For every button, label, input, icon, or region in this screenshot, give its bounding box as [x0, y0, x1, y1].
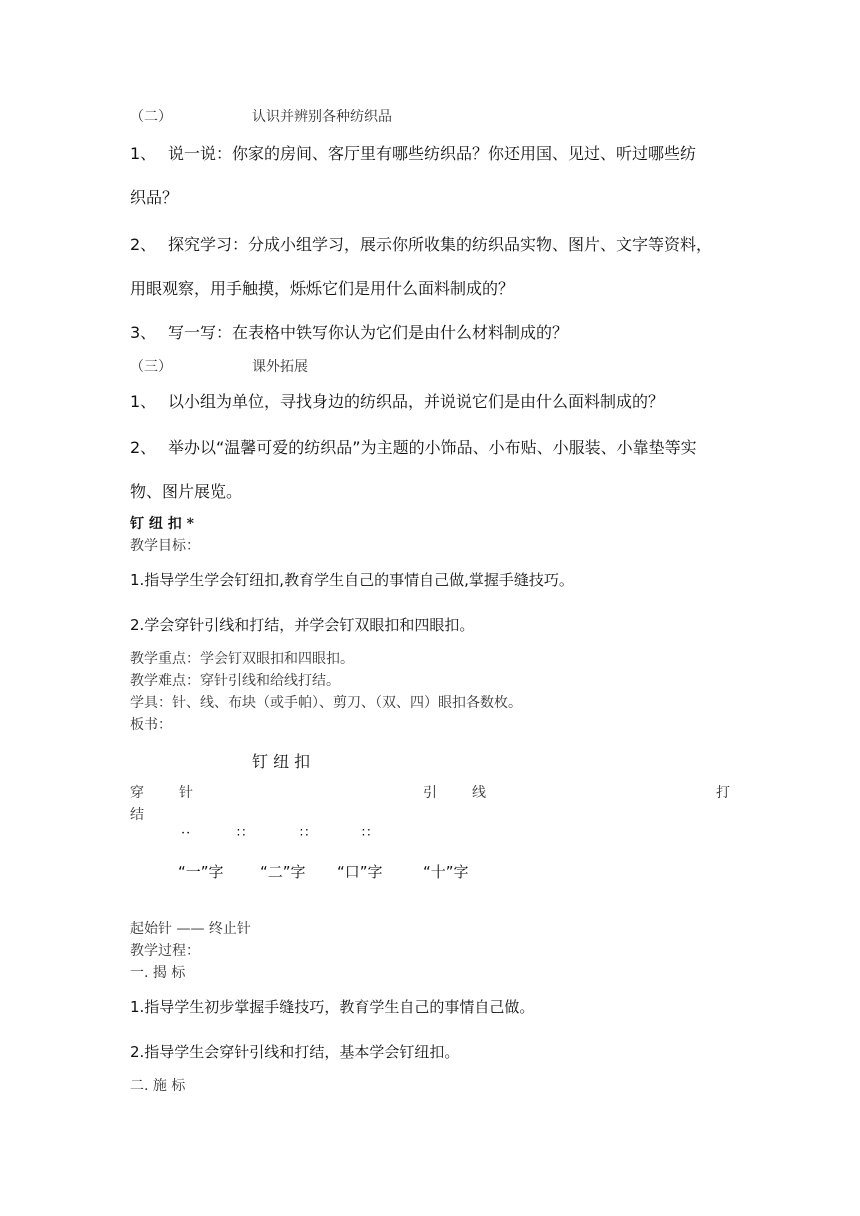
pattern-square: “口”字 [337, 863, 383, 881]
button-dots-square: ∷ [300, 826, 310, 841]
section2-item1 [130, 141, 696, 164]
board-word-chuan: 穿 [130, 785, 144, 801]
item-text: 探究学习：分成小组学习，展示你所收集的纺织品实物、图片、文字等资料， [168, 235, 713, 254]
process-heading: 教学过程： [130, 943, 200, 959]
board-word-yin: 引 [423, 785, 437, 801]
step1-heading: 一. 揭 标 [130, 965, 186, 981]
step2-heading: 二. 施 标 [130, 1078, 186, 1094]
item-text: 写一写：在表格中铁写你认为它们是由什么材料制成的？ [168, 323, 569, 342]
item-number: 2、 [130, 235, 157, 254]
section3-title: 课外拓展 [252, 359, 308, 375]
stitch-line: 起始针 —— 终止针 [130, 921, 251, 937]
board-word-jie: 结 [130, 807, 144, 823]
board-title: 钉 纽 扣 [252, 752, 311, 771]
section3-item2 [130, 435, 697, 458]
pattern-one: “一”字 [178, 863, 224, 881]
pattern-two: “二”字 [260, 863, 306, 881]
item-number: 3、 [130, 323, 157, 342]
item-text: 说一说：你家的房间、客厅里有哪些纺织品？你还用国、见过、听过哪些纺 [168, 144, 697, 163]
board-word-xian: 线 [472, 785, 486, 801]
item-number: 1、 [130, 392, 157, 411]
board-heading: 板书： [130, 717, 172, 733]
lesson-title: 钉 纽 扣 * [130, 516, 194, 532]
section2-item3 [130, 320, 568, 343]
item-text: 以小组为单位，寻找身边的纺织品，并说说它们是由什么面料制成的？ [168, 392, 665, 411]
section2-item2 [130, 232, 712, 255]
step1-item2: 2.指导学生会穿针引线和打结，基本学会钉纽扣。 [130, 1043, 460, 1061]
board-word-da: 打 [716, 785, 730, 801]
pattern-cross: “十”字 [423, 863, 469, 881]
section3-item2-cont: 物、图片展览。 [130, 482, 243, 501]
item-number: 2、 [130, 438, 157, 457]
button-dots-one: ·· [181, 826, 192, 841]
button-dots-two: ∷ [237, 826, 247, 841]
goal-2: 2.学会穿针引线和打结，并学会钉双眼扣和四眼扣。 [130, 616, 475, 634]
board-word-zhen: 针 [179, 785, 193, 801]
section3-item1 [130, 389, 664, 412]
section2-title: 认识并辨别各种纺织品 [252, 109, 392, 125]
button-dots-cross: ∷ [362, 826, 372, 841]
key-point: 教学重点：学会钉双眼扣和四眼扣。 [130, 651, 354, 667]
goals-heading: 教学目标： [130, 538, 200, 554]
step1-item1: 1.指导学生初步掌握手缝技巧，教育学生自己的事情自己做。 [130, 998, 535, 1016]
section3-label: （三） [130, 359, 172, 375]
section2-label: （二） [130, 109, 172, 125]
section2-item2-cont: 用眼观察，用手触摸，烁烁它们是用什么面料制成的？ [130, 279, 515, 298]
goal-1: 1.指导学生学会钉纽扣,教育学生自己的事情自己做,掌握手缝技巧。 [130, 571, 574, 589]
section2-item1-cont: 织品？ [130, 188, 179, 207]
item-number: 1、 [130, 144, 157, 163]
item-text: 举办以“温馨可爱的纺织品”为主题的小饰品、小布贴、小服装、小靠垫等实 [168, 438, 697, 457]
tools: 学具：针、线、布块（或手帕）、剪刀、（双、四）眼扣各数枚。 [130, 695, 522, 711]
difficulty: 教学难点：穿针引线和给线打结。 [130, 673, 340, 689]
